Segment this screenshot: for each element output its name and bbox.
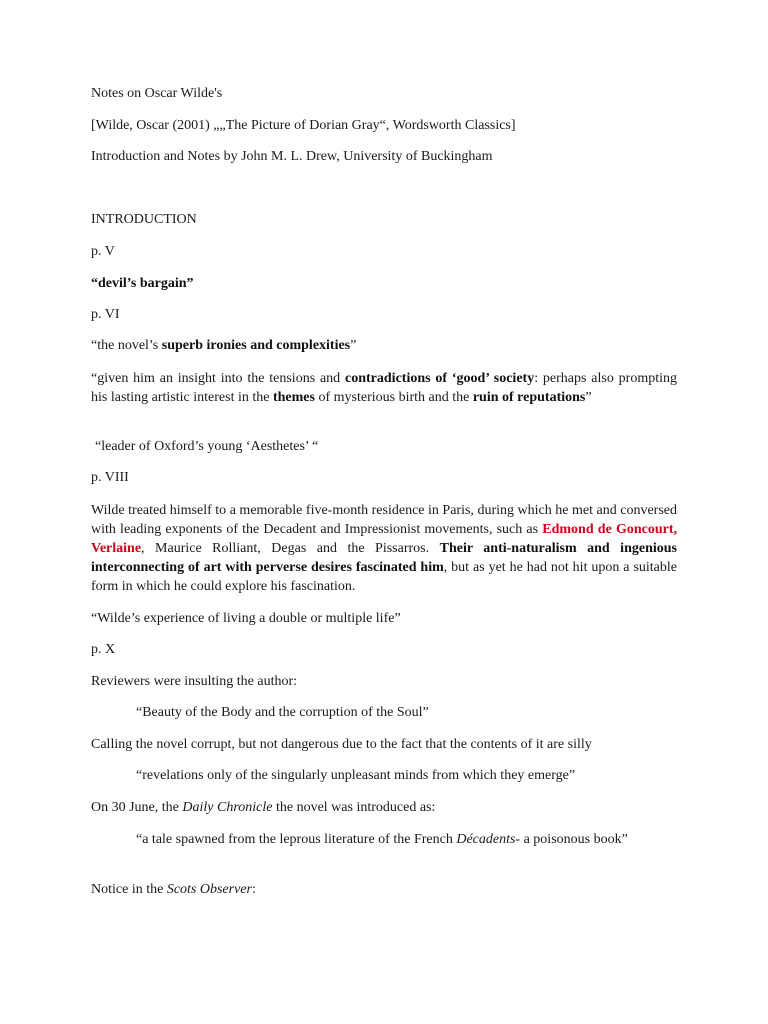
tale-quote: [136, 830, 677, 849]
devil-bargain-text: “devil’s bargain”: [91, 276, 194, 291]
quote-text: ”: [585, 390, 592, 405]
page-ref-v: p. V: [91, 244, 115, 259]
line-text: the novel was introduced as:: [272, 800, 436, 815]
quote-text: - a poisonous book”: [515, 832, 628, 847]
paragraph-text: , Maurice Rolliant, Degas and the Pissarros.: [141, 541, 440, 556]
page-ref-vi: p. VI: [91, 307, 120, 322]
publication-title: Daily Chronicle: [182, 800, 273, 815]
line-text: On 30 June, the: [91, 800, 183, 815]
quote-emphasis: themes: [272, 390, 315, 405]
page-ref-viii: p. VIII: [91, 470, 129, 485]
chronicle-line: [91, 799, 435, 817]
line-text: Notice in the: [91, 882, 167, 897]
section-heading: INTRODUCTION: [91, 212, 197, 227]
quote-emphasis: superb ironies and complexities: [161, 338, 351, 353]
highlighted-names: Edmond de Goncourt, Verlaine: [91, 522, 677, 556]
quote-text: “a tale spawned from the leprous literature of the French: [136, 832, 457, 847]
source-citation: [Wilde, Oscar (2001) „„The Picture of Dorian Gray“, Wordsworth Classics]: [91, 118, 516, 133]
revelations-quote: “revelations only of the singularly unpleasant minds from which they emerge”: [136, 768, 576, 783]
quote-text: ”: [350, 338, 357, 353]
quote-emphasis: contradictions of ‘good’ society: [345, 371, 535, 386]
publication-title: Scots Observer: [166, 882, 252, 897]
quote-text: “the novel’s: [91, 338, 162, 353]
paragraph-emphasis: Their anti-naturalism and ingenious interconnecting of art with perverse desires fascinated him: [91, 541, 677, 575]
paragraph-text: Wilde treated himself to a memorable five-month residence in Paris, during which he met and conversed with leading exponents of the Decadent and Impressionist movements, such as: [91, 503, 677, 537]
quote-text: : perhaps also prompting his lasting artistic interest in the: [91, 371, 677, 405]
page-ref-x: p. X: [91, 642, 116, 657]
calling-line: Calling the novel corrupt, but not dangerous due to the fact that the contents of it are silly: [91, 737, 592, 752]
notice-line: [91, 881, 256, 899]
reviewers-line: Reviewers were insulting the author:: [91, 674, 298, 689]
paragraph-text: , but as yet he had not hit upon a suitable form in which he could explore his fascination.: [91, 560, 677, 594]
beauty-quote: “Beauty of the Body and the corruption of the Soul”: [136, 705, 429, 720]
devil-bargain-quote: [91, 275, 194, 293]
credits-line: Introduction and Notes by John M. L. Drew, University of Buckingham: [91, 149, 493, 164]
quote-text: “given him an insight into the tensions and: [91, 371, 346, 386]
novel-ironies-quote: [91, 337, 356, 355]
document-title: Notes on Oscar Wilde's: [91, 86, 223, 101]
line-text: :: [251, 882, 256, 897]
double-life-quote: “Wilde’s experience of living a double or multiple life”: [91, 611, 401, 626]
paris-paragraph: [91, 501, 677, 596]
leader-quote: “leader of Oxford’s young ‘Aesthetes’ “: [95, 439, 319, 454]
insight-quote: [91, 369, 677, 407]
quote-emphasis: ruin of reputations: [472, 390, 586, 405]
quote-italic: Décadents: [456, 832, 516, 847]
quote-text: of mysterious birth and the: [314, 390, 473, 405]
